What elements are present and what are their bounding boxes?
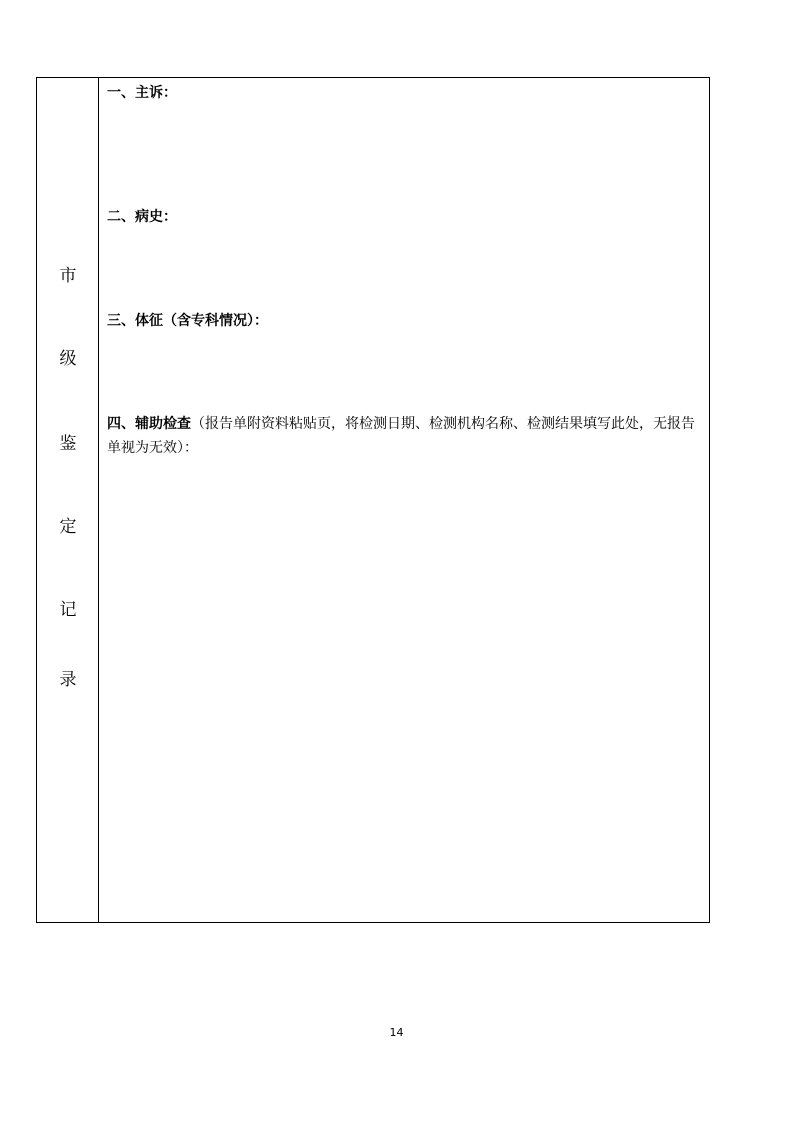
auxiliary-exam-section[interactable] [107, 412, 701, 460]
record-content-area[interactable] [99, 78, 709, 922]
side-label-char: 录 [59, 670, 77, 690]
auxiliary-exam-note: （报告单附资料粘贴页，将检测日期、检测机构名称、检测结果填写此处，无报告单视为无效）： [107, 416, 695, 456]
side-label-char: 记 [59, 600, 77, 620]
medical-history-heading: 二、病史： [107, 209, 177, 225]
side-label-char: 定 [59, 517, 77, 537]
side-label-column [37, 78, 99, 922]
page-number: 14 [389, 1026, 404, 1039]
medical-history-section[interactable] [107, 206, 701, 226]
side-label-char: 市 [59, 266, 77, 286]
chief-complaint-section[interactable] [107, 82, 701, 102]
side-label-char: 鉴 [59, 434, 77, 454]
auxiliary-exam-heading: 四、辅助检查 [107, 416, 191, 432]
side-label-char: 级 [59, 349, 77, 369]
appraisal-record-table [36, 77, 710, 923]
physical-signs-section[interactable] [107, 310, 701, 330]
chief-complaint-heading: 一、主诉： [107, 85, 177, 101]
physical-signs-heading: 三、体征（含专科情况）： [107, 313, 268, 329]
